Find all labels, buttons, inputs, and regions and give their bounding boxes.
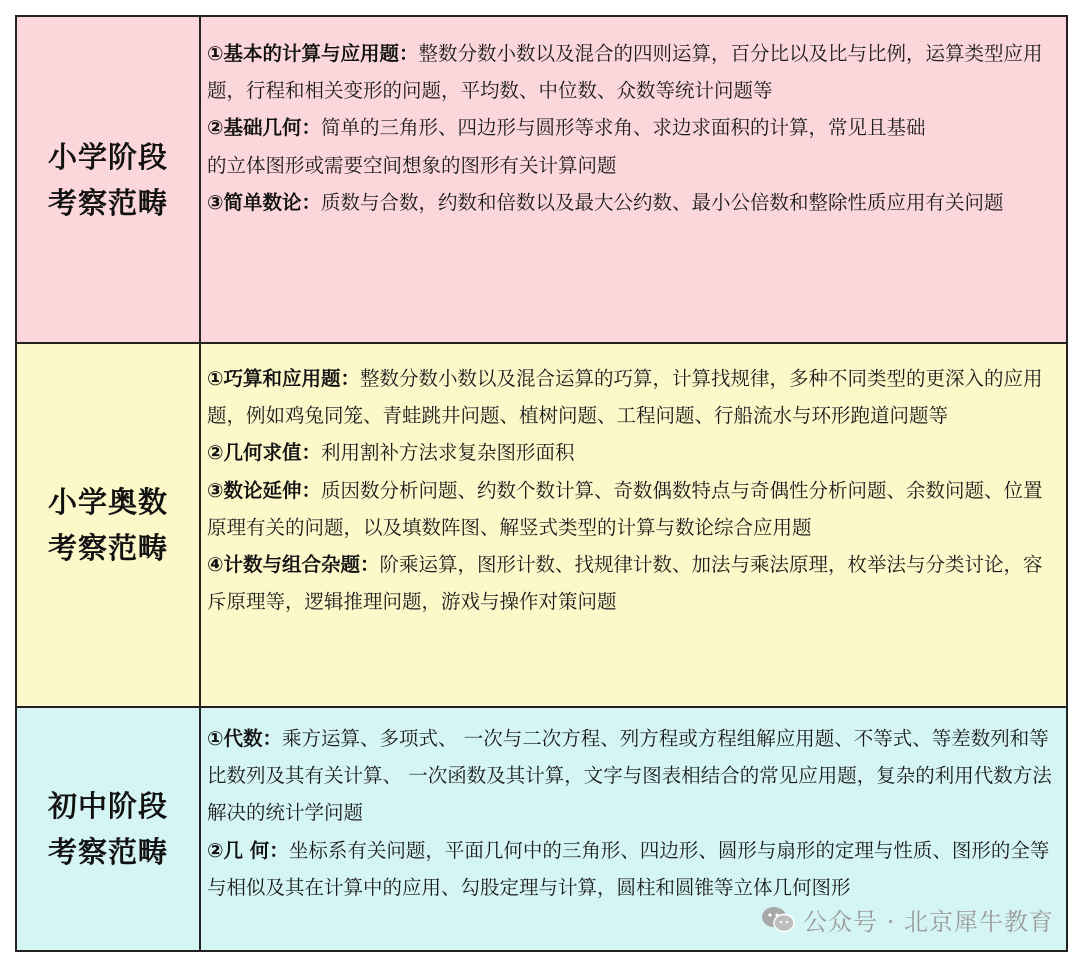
watermark bbox=[761, 902, 1054, 937]
topic-text: 整数分数小数以及混合的四则运算，百分比以及比与比例，运算类型应用题，行程和相关变形的问题，平均数、中位数、众数等统计问题等 bbox=[207, 42, 1043, 103]
topic-item bbox=[207, 546, 1058, 620]
row-label-line2: 考察范畴 bbox=[47, 185, 168, 220]
topic-text: 利用割补方法求复杂图形面积 bbox=[321, 441, 575, 465]
topic-item bbox=[207, 472, 1058, 546]
watermark-text: 公众号 · 北京犀牛教育 bbox=[803, 908, 1054, 936]
curriculum-table bbox=[15, 15, 1068, 952]
row-primary-school bbox=[17, 17, 1066, 344]
topic-title: ③简单数论： bbox=[207, 190, 322, 214]
topic-text-continued: 的立体图形或需要空间想象的图形有关计算问题 bbox=[207, 153, 617, 177]
topic-item bbox=[207, 434, 1058, 471]
topic-title: ②基础几何： bbox=[207, 116, 322, 140]
row-label bbox=[17, 17, 201, 342]
topic-title: ③数论延伸： bbox=[207, 478, 322, 502]
topic-title: ②几何求值： bbox=[207, 441, 322, 465]
topic-text: 质数与合数，约数和倍数以及最大公约数、最小公倍数和整除性质应用有关问题 bbox=[321, 190, 1004, 214]
row-label bbox=[17, 708, 201, 950]
row-label-line1: 小学阶段 bbox=[47, 139, 168, 174]
row-label bbox=[17, 344, 201, 706]
row-label-line1: 初中阶段 bbox=[47, 789, 168, 823]
row-primary-olympiad bbox=[17, 344, 1066, 708]
topic-item bbox=[207, 832, 1058, 906]
topic-item bbox=[207, 109, 1058, 183]
topic-item bbox=[207, 35, 1058, 109]
topic-text: 整数分数小数以及混合运算的巧算，计算找规律，多种不同类型的更深入的应用题，例如鸡兔同笼、青蛙跳井问题、植树问题、工程问题、行船流水与环形跑道问题等 bbox=[207, 367, 1043, 428]
topic-text: 乘方运算、多项式、 一次与二次方程、列方程或方程组解应用题、不等式、等差数列和等比数列及其有关计算、 一次函数及其计算，文字与图表相结合的常见应用题，复杂的利用代数方法解决的统计学问题 bbox=[207, 727, 1052, 825]
topic-text: 简单的三角形、四边形与圆形等求角、求边求面积的计算，常见且基础 bbox=[321, 116, 926, 140]
row-content bbox=[201, 17, 1066, 342]
topic-text: 质因数分析问题、约数个数计算、奇数偶数特点与奇偶性分析问题、余数问题、位置原理有关的问题，以及填数阵图、解竖式类型的计算与数论综合应用题 bbox=[207, 478, 1043, 539]
topic-item bbox=[207, 360, 1058, 434]
topic-text: 坐标系有关问题，平面几何中的三角形、四边形、圆形与扇形的定理与性质、图形的全等与相似及其在计算中的应用、勾股定理与计算，圆柱和圆锥等立体几何图形 bbox=[207, 838, 1050, 899]
topic-item bbox=[207, 184, 1058, 221]
topic-title: ①巧算和应用题： bbox=[207, 367, 361, 390]
row-label-line1: 小学奥数 bbox=[47, 485, 168, 519]
topic-title: ①代数： bbox=[207, 727, 283, 750]
topic-text: 阶乘运算，图形计数、找规律计数、加法与乘法原理，枚举法与分类讨论，容斥原理等，逻辑推理问题，游戏与操作对策问题 bbox=[207, 553, 1043, 614]
topic-title: ①基本的计算与应用题： bbox=[207, 42, 419, 65]
topic-title: ②几 何： bbox=[207, 838, 289, 862]
topic-item bbox=[207, 720, 1058, 832]
row-label-line2: 考察范畴 bbox=[47, 835, 168, 869]
topic-title: ④计数与组合杂题： bbox=[207, 553, 380, 577]
row-content bbox=[201, 344, 1066, 706]
row-label-line2: 考察范畴 bbox=[47, 531, 168, 565]
wechat-icon bbox=[761, 906, 795, 934]
